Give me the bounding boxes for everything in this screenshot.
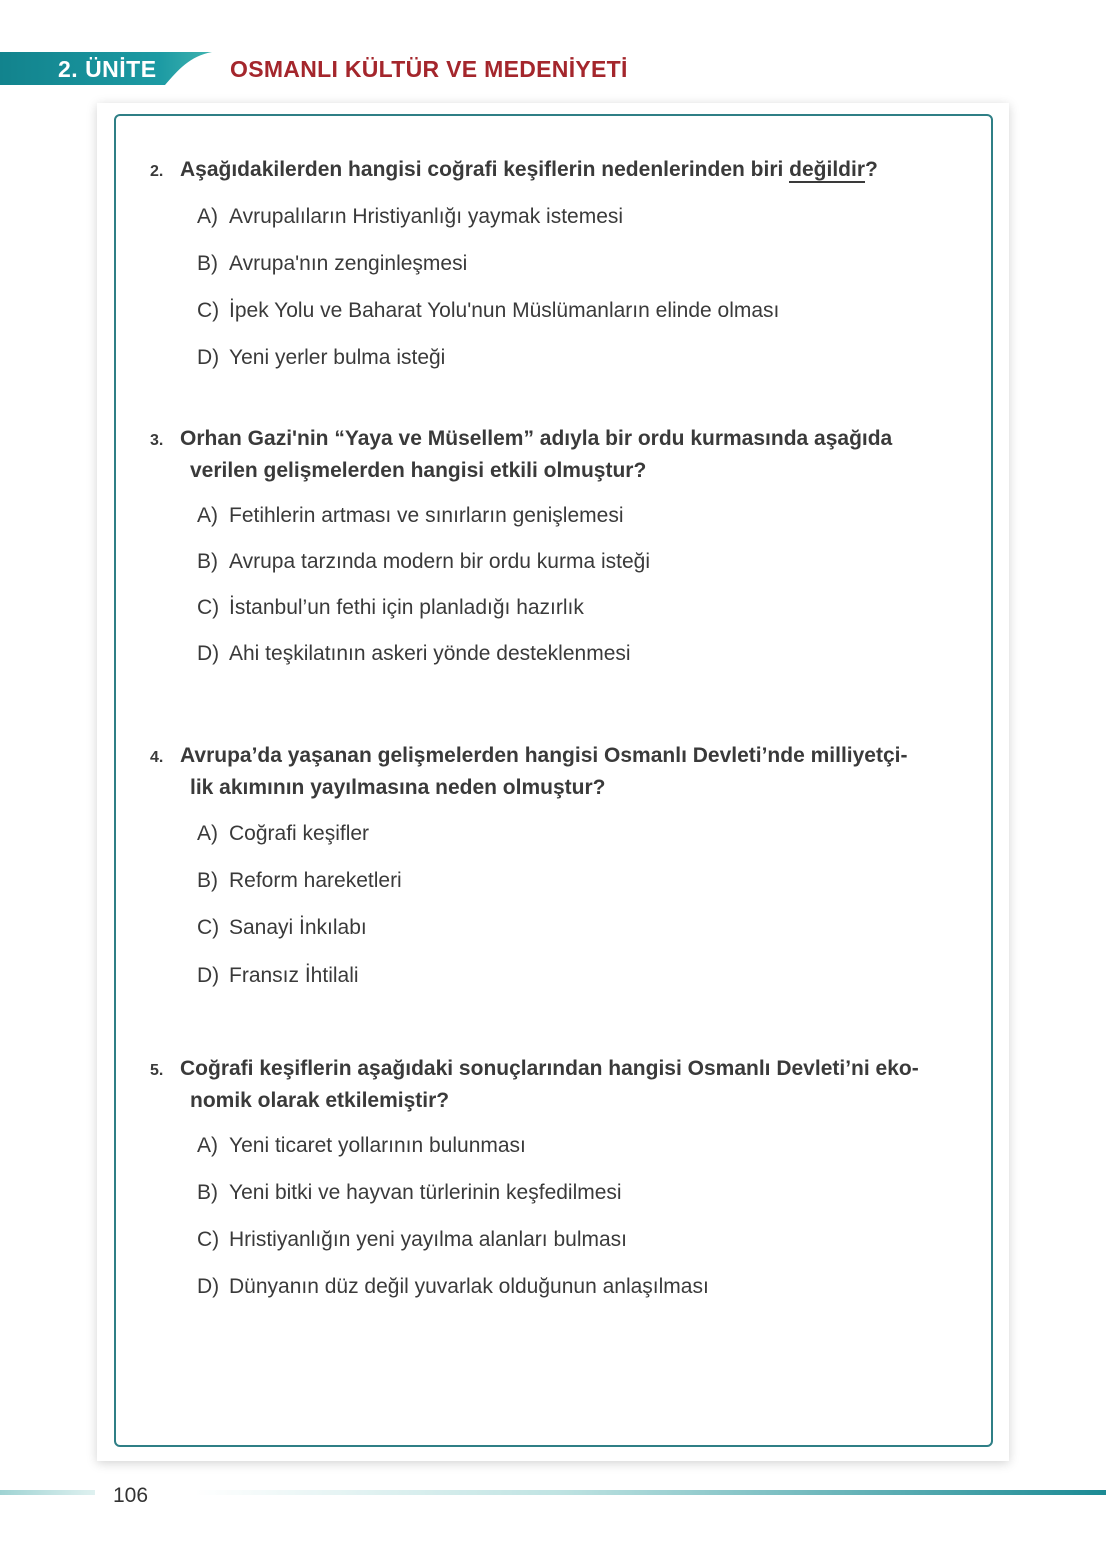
question-number: 5. <box>150 1062 164 1079</box>
question-text-line2: nomik olarak etkilemiştir? <box>190 1089 450 1112</box>
option-text: İstanbul’un fethi için planladığı hazırlık <box>229 596 584 619</box>
unit-label: 2. ÜNİTE <box>58 56 157 82</box>
option-c[interactable] <box>197 1228 627 1252</box>
footer-line-right <box>195 1490 1106 1495</box>
option-letter: C) <box>197 299 220 322</box>
question-number: 2. <box>150 163 164 180</box>
option-text: Dünyanın düz değil yuvarlak olduğunun anlaşılması <box>229 1275 709 1298</box>
option-letter: C) <box>197 916 220 939</box>
option-c[interactable] <box>197 299 779 323</box>
option-text: Yeni ticaret yollarının bulunması <box>229 1134 526 1157</box>
option-letter: A) <box>197 504 218 527</box>
option-b[interactable] <box>197 550 650 574</box>
option-text: Avrupa'nın zenginleşmesi <box>229 252 468 275</box>
question-text: 3. Orhan Gazi'nin “Yaya ve Müsellem” adıyla bir ordu kurmasında aşağıda <box>150 424 980 456</box>
emphasis-word: değildir <box>789 158 866 181</box>
option-d[interactable] <box>197 642 631 666</box>
page-number: 106 <box>113 1484 149 1507</box>
option-letter: B) <box>197 1181 218 1204</box>
option-text: Avrupalıların Hristiyanlığı yaymak istemesi <box>229 205 624 228</box>
option-b[interactable] <box>197 869 402 893</box>
option-letter: C) <box>197 1228 220 1251</box>
question-text-line2: lik akımının yayılmasına neden olmuştur? <box>190 776 606 799</box>
option-letter: D) <box>197 964 220 987</box>
option-d[interactable] <box>197 1275 709 1299</box>
option-letter: B) <box>197 252 218 275</box>
option-text: Sanayi İnkılabı <box>229 916 367 939</box>
option-c[interactable] <box>197 596 584 620</box>
option-letter: C) <box>197 596 220 619</box>
option-d[interactable] <box>197 346 445 370</box>
question-3 <box>150 424 980 665</box>
option-b[interactable] <box>197 1181 622 1205</box>
option-a[interactable] <box>197 822 369 846</box>
question-text-line2: verilen gelişmelerden hangisi etkili olmuştur? <box>190 459 647 482</box>
question-4 <box>150 741 980 987</box>
chapter-title: OSMANLI KÜLTÜR VE MEDENİYETİ <box>230 56 628 82</box>
option-letter: A) <box>197 205 218 228</box>
question-text: 5. Coğrafi keşiflerin aşağıdaki sonuçlarından hangisi Osmanlı Devleti’ni eko- <box>150 1054 980 1086</box>
option-letter: B) <box>197 550 218 573</box>
option-text: Coğrafi keşifler <box>229 822 370 845</box>
option-b[interactable] <box>197 252 467 276</box>
option-text: Yeni yerler bulma isteği <box>229 346 446 369</box>
question-text: 4. Avrupa’da yaşanan gelişmelerden hangisi Osmanlı Devleti’nde milliyetçi- <box>150 741 980 773</box>
option-letter: B) <box>197 869 218 892</box>
question-text: 2. Aşağıdakilerden hangisi coğrafi keşiflerin nedenlerinden biri değildir? <box>150 155 980 187</box>
option-letter: D) <box>197 642 220 665</box>
option-text: Avrupa tarzında modern bir ordu kurma isteği <box>229 550 650 573</box>
option-a[interactable] <box>197 205 623 229</box>
option-c[interactable] <box>197 916 367 940</box>
question-2 <box>150 155 980 369</box>
option-letter: D) <box>197 346 220 369</box>
option-text: Ahi teşkilatının askeri yönde desteklenmesi <box>229 642 631 665</box>
option-text: İpek Yolu ve Baharat Yolu'nun Müslümanların elinde olması <box>229 299 780 322</box>
footer-line-left <box>0 1490 95 1495</box>
option-text: Fransız İhtilali <box>229 964 359 987</box>
option-text: Fetihlerin artması ve sınırların genişlemesi <box>229 504 624 527</box>
option-text: Yeni bitki ve hayvan türlerinin keşfedilmesi <box>229 1181 622 1204</box>
question-5 <box>150 1054 980 1298</box>
option-text: Hristiyanlığın yeni yayılma alanları bulması <box>229 1228 627 1251</box>
option-letter: A) <box>197 1134 218 1157</box>
option-letter: A) <box>197 822 218 845</box>
option-d[interactable] <box>197 964 359 988</box>
question-number: 4. <box>150 749 164 766</box>
option-a[interactable] <box>197 504 623 528</box>
option-text: Reform hareketleri <box>229 869 402 892</box>
question-number: 3. <box>150 432 164 449</box>
option-a[interactable] <box>197 1134 526 1158</box>
option-letter: D) <box>197 1275 220 1298</box>
